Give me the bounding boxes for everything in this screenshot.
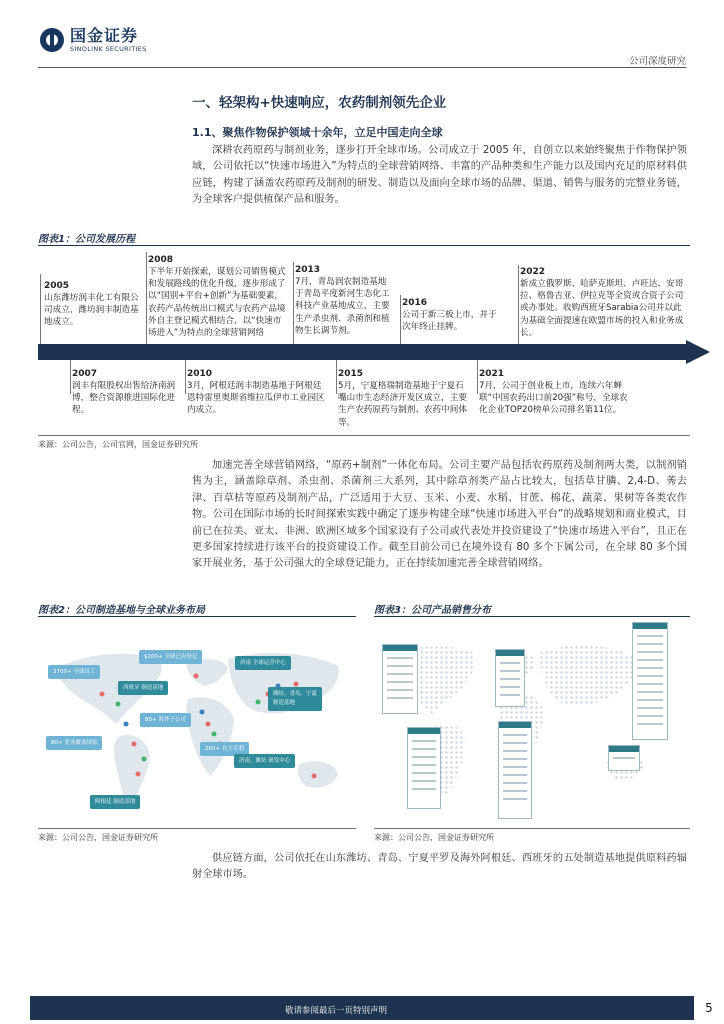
distribution-line [637, 667, 663, 669]
timeline-text: 公司于新三板上市，并于次年终止挂牌。 [402, 310, 497, 333]
distribution-line [503, 782, 527, 784]
distribution-box-header [383, 645, 417, 651]
distribution-box-europe [495, 649, 525, 707]
timeline-year: 2008 [148, 255, 174, 265]
timeline-text: 5月，宁夏格瑞制造基地于宁夏石嘴山市生态经济开发区成立，主要生产农药原药与制剂、农药中间体等。 [338, 381, 467, 428]
paragraph-supply-chain: 供应链方面，公司依托在山东潍坊、青岛、宁夏平罗及海外阿根廷、西班牙的五处制造基地提供原料药辐射全球市场。 [192, 853, 687, 881]
distribution-box-north-america [382, 644, 418, 714]
timeline-event-2010 [187, 368, 327, 417]
figure3-distribution-map [374, 620, 690, 824]
distribution-line [503, 774, 527, 776]
map-label-registrations: $200+ 全球已有登记 [139, 650, 202, 664]
figure1-title-rule [38, 245, 690, 246]
distribution-line [637, 691, 663, 693]
page-number: 5 [705, 1001, 713, 1015]
logo-cn-text: 国金证券 [70, 26, 139, 45]
distribution-line [500, 686, 520, 688]
timeline-event-2015 [338, 368, 468, 429]
distribution-line [412, 748, 436, 750]
timeline-year: 2016 [402, 298, 428, 308]
document-type: 公司深度研究 [628, 56, 686, 67]
map-label-argentina-base: 阿根廷 制造基地 [90, 795, 140, 809]
distribution-line [637, 651, 663, 653]
distribution-box-asia [632, 622, 668, 740]
timeline-text: 新成立俄罗斯、哈萨克斯坦、卢旺达、安哥拉、格鲁吉亚、伊拉克等全资或合资子公司或办事处。收购西班牙Sarabia公司并以此为基础全面提速在欧盟市场的投入和业务成长。 [520, 279, 684, 338]
distribution-line [387, 681, 413, 683]
timeline-year: 2022 [520, 267, 546, 277]
distribution-line [387, 689, 413, 691]
map-label-employees: 3700+ 全球员工 [48, 665, 100, 679]
timeline-tick [336, 360, 337, 394]
figure2-world-map [38, 624, 356, 824]
timeline-tick [185, 360, 186, 394]
timeline-event-2022 [520, 266, 685, 339]
distribution-line [412, 756, 436, 758]
distribution-line [637, 715, 663, 717]
timeline-year: 2013 [295, 265, 321, 275]
timeline-event-2008 [148, 254, 286, 339]
distribution-line [500, 670, 520, 672]
distribution-box-header [408, 728, 440, 734]
timeline-text: 下半年开始探索，谋划公司销售模式和发展路线的优化升级，逐步形成了以“国别+平台+创新”为基础要素，农药产品传统出口模式与农药产品境外自主登记模式相结合，以“快速市场进入”为特点的全球营销网络 [148, 267, 286, 339]
distribution-line [637, 707, 663, 709]
map-label-subsidiaries: 80+ 海外子公司 [140, 713, 191, 727]
distribution-line [637, 723, 663, 725]
timeline-text: 7月，公司于创业板上市，连续六年蝉联“中国农药出口前20强”称号，全球农化企业TOP20榜单公司排名第11位。 [479, 381, 628, 416]
footer-disclaimer: 敬请参阅最后一页特别声明 [285, 1006, 388, 1016]
distribution-line [412, 780, 436, 782]
figure2-source: 来源：公司公告，国金证券研究所 [38, 833, 158, 842]
distribution-line [637, 643, 663, 645]
timeline-tick [70, 360, 71, 394]
distribution-line [500, 662, 520, 664]
company-logo [40, 28, 147, 53]
timeline-tick [518, 265, 519, 344]
figure2-source-rule [38, 828, 356, 829]
distribution-line [412, 788, 436, 790]
section-title: 一、轻架构+快速响应，农药制剂领先企业 [192, 95, 447, 111]
distribution-line [387, 673, 413, 675]
distribution-line [503, 758, 527, 760]
figure2-title-rule [38, 616, 356, 617]
timeline-tick [477, 360, 478, 394]
paragraph-intro: 深耕农药原药与制剂业务，逐步打开全球市场。公司成立于 2005 年，自创立以来始终聚焦于作物保护领域，公司依托以“快速市场进入”为特点的全球营销网络、丰富的产品种类和生产能力以及国内充足的原材料供应链，构建了涵盖农药原药及制剂的研发、制造以及面向全球市场的品牌、渠道、销售与服务的完整业务链，为全球客户提供植保产品和服务。 [192, 145, 687, 206]
figure1-source: 来源：公司公告，公司官网，国金证券研究所 [38, 440, 198, 449]
distribution-line [500, 678, 520, 680]
timeline-tick [400, 295, 401, 344]
map-label-spain-base: 西班牙 制造基地 [118, 681, 168, 695]
timeline-year: 2007 [72, 369, 98, 379]
timeline-text: 山东潍坊润丰化工有限公司成立，潍坊润丰制造基地成立。 [44, 293, 139, 328]
timeline-year: 2010 [187, 369, 213, 379]
distribution-box-header [609, 746, 639, 752]
map-label-patents: 260+ 自主专利 [200, 742, 249, 756]
distribution-line [412, 772, 436, 774]
logo-en-text: SINOLINK SECURITIES [70, 45, 147, 53]
distribution-box-header [499, 722, 531, 728]
distribution-line [500, 694, 520, 696]
distribution-box-south-america [407, 727, 441, 809]
timeline-year: 2021 [479, 369, 505, 379]
distribution-line [412, 740, 436, 742]
timeline-year: 2005 [44, 281, 70, 291]
distribution-line [503, 798, 527, 800]
distribution-line [637, 659, 663, 661]
distribution-line [503, 790, 527, 792]
distribution-line [637, 675, 663, 677]
distribution-line [637, 635, 663, 637]
timeline-event-2016 [402, 297, 502, 333]
distribution-line [503, 742, 527, 744]
timeline-event-2021 [479, 368, 629, 417]
distribution-box-header [633, 623, 667, 629]
distribution-box-header [496, 650, 524, 656]
distribution-line [637, 683, 663, 685]
map-label-countries: 80+ 业务覆盖国家 [46, 736, 102, 750]
timeline-tick [146, 252, 147, 344]
distribution-line [412, 764, 436, 766]
distribution-box-africa [498, 721, 532, 819]
distribution-line [503, 750, 527, 752]
timeline-text: 3月，阿根廷润丰制造基地于阿根廷恩特雷里奥斯省维拉瓜伊市工业园区内成立。 [187, 381, 325, 416]
timeline-event-2013 [295, 264, 393, 337]
distribution-line [637, 699, 663, 701]
timeline-event-2007 [72, 368, 180, 417]
paragraph-marketing: 加速完善全球营销网络，“原药+制剂”一体化布局。公司主要产品包括农药原药及制剂两大类，以制剂销售为主，涵盖除草剂、杀虫剂、杀菌剂三大系列，其中除草剂类产品占比较大，包括草甘膦、2,4-D、莠去津、百草枯等原药及制剂产品，广泛适用于大豆、玉米、小麦、水稻、甘蔗、棉花、蔬菜、果树等各类农作物。公司在国际市场的长时间探索实践中确定了逐步构建全球“快速市场进入平台”的战略规划和商业模式，目前已在拉美、亚太、非洲、欧洲区域多个国家设有子公司或代表处并投资建设了“快速市场进入平台”，且正在更多国家持续进行该平台的投资建设工作。截至目前公司已在境外设有 80 多个下属公司，在全球 80 多个国家开展业务，基于公司强大的全球登记能力，正在持续加速完善全球营销网络。 [192, 460, 687, 570]
timeline-text: 7月，青岛润农制造基地于青岛平度新河生态化工科技产业基地成立，主要生产杀虫剂、杀菌剂和植物生长调节剂。 [295, 277, 390, 336]
timeline-text: 润丰有限股权出售给济南润博，整合资源推进国际化进程。 [72, 381, 176, 416]
timeline-year: 2015 [338, 369, 364, 379]
timeline-event-2005 [44, 280, 144, 329]
distribution-line [503, 734, 527, 736]
distribution-line [503, 766, 527, 768]
timeline-bar [38, 344, 686, 360]
figure2-title: 图表2：公司制造基地与全球业务布局 [38, 605, 205, 616]
timeline-arrow-icon [686, 340, 710, 364]
figure3-title-rule [374, 616, 690, 617]
timeline-arrow-bar [38, 344, 710, 360]
header-divider [38, 67, 686, 68]
distribution-line [387, 697, 413, 699]
distribution-box-oceania [608, 745, 640, 771]
sinolink-logo-icon [40, 28, 64, 52]
map-label-china-bases: 潍坊、青岛、宁夏 制造基地 [268, 687, 322, 711]
figure3-source: 来源：公司公告，国金证券研究所 [374, 833, 494, 842]
figure3-source-rule [374, 828, 690, 829]
distribution-line [387, 665, 413, 667]
map-label-rd-center: 济南、潍坊 研发中心 [234, 754, 295, 768]
subsection-title: 1.1、聚焦作物保护领域十余年，立足中国走向全球 [192, 126, 443, 139]
distribution-line [613, 757, 635, 759]
map-label-jinan-hq: 济南 全球运营中心 [235, 656, 291, 670]
timeline-tick [293, 262, 294, 344]
figure3-title: 图表3：公司产品销售分布 [374, 605, 491, 616]
figure1-title: 图表1：公司发展历程 [38, 234, 135, 245]
distribution-line [387, 657, 413, 659]
figure1-source-rule [38, 435, 690, 436]
timeline-tick [40, 274, 41, 344]
